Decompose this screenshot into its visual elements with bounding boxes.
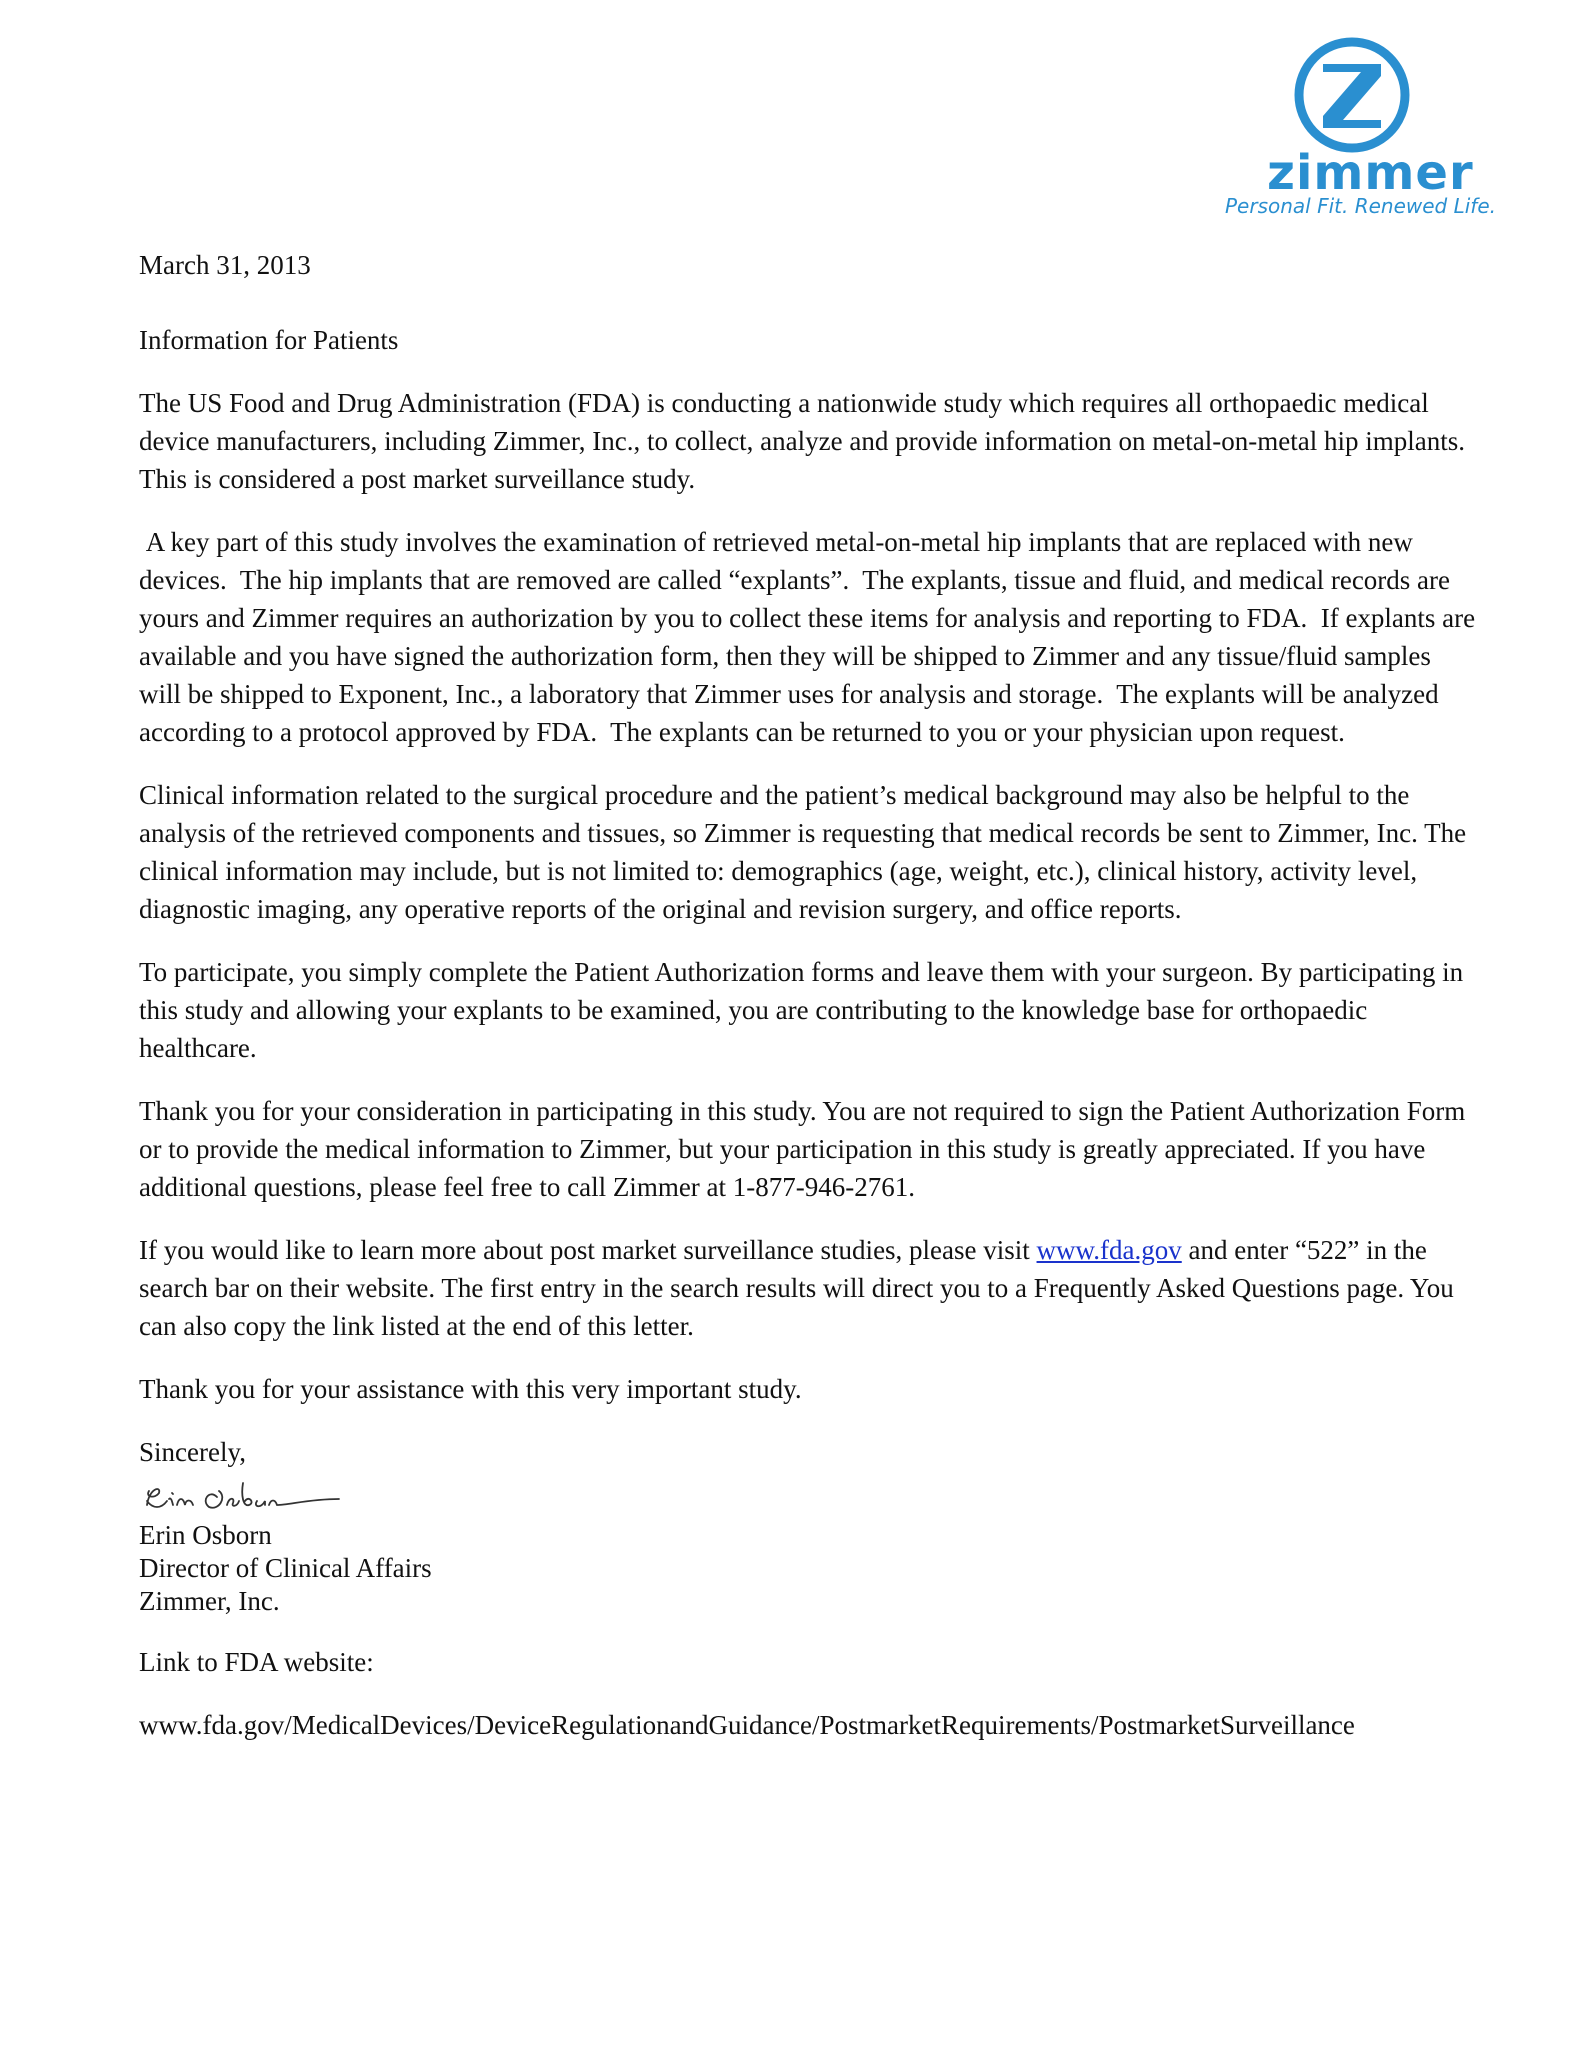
paragraph-participation: To participate, you simply complete the Patient Authorization forms and leave them with your surgeon. By participating in this study and allowing your explants to be examined, you are contributing to the knowledge base for orthopaedic healthcare. bbox=[139, 957, 1464, 1063]
zimmer-z-logo-icon bbox=[1293, 36, 1411, 154]
paragraph-thank-you: Thank you for your consideration in participating in this study. You are not required to sign the Patient Authorization Form or to provide the medical information to Zimmer, but your participation in this study is greatly appreciated. If you have additional questions, please feel free to call Zimmer at 1-877-946-2761. bbox=[139, 1096, 1466, 1202]
logo-tagline: Personal Fit. Renewed Life. bbox=[1225, 194, 1497, 218]
handwritten-signature bbox=[139, 1475, 349, 1519]
letter-body bbox=[139, 246, 1482, 1744]
letter-subject: Information for Patients bbox=[139, 325, 399, 355]
paragraph-assistance: Thank you for your assistance with this very important study. bbox=[139, 1374, 802, 1404]
paragraph-clinical-info: Clinical information related to the surgical procedure and the patient’s medical background may also be helpful to the analysis of the retrieved components and tissues, so Zimmer is requesting that medical records be sent to Zimmer, Inc. The clinical information may include, but is not limited to: demographics (age, weight, etc.), clinical history, activity level, diagnostic imaging, any operative reports of the original and revision surgery, and office reports. bbox=[139, 780, 1467, 924]
paragraph-fda-study: The US Food and Drug Administration (FDA) is conducting a nationwide study which requires all orthopaedic medical device manufacturers, including Zimmer, Inc., to collect, analyze and provide information on metal-on-metal hip implants. This is considered a post market surveillance study. bbox=[139, 388, 1465, 494]
signer-name: Erin Osborn bbox=[139, 1520, 272, 1550]
fda-website-link[interactable]: www.fda.gov bbox=[1036, 1235, 1182, 1265]
logo-wordmark: zimmer bbox=[1267, 145, 1474, 201]
fda-link-label: Link to FDA website: bbox=[139, 1647, 374, 1677]
learn-more-text-before: If you would like to learn more about post market surveillance studies, please visit bbox=[139, 1235, 1037, 1265]
letter-date: March 31, 2013 bbox=[139, 250, 311, 280]
paragraph-learn-more bbox=[139, 1231, 1479, 1345]
letter-closing: Sincerely, bbox=[139, 1437, 246, 1467]
signer-title: Director of Clinical Affairs bbox=[139, 1553, 432, 1583]
paragraph-explants: A key part of this study involves the examination of retrieved metal-on-metal hip implants that are replaced with new devices. The hip implants that are removed are called “explants”. The explants, tissue and fluid, and medical records are yours and Zimmer requires an authorization by you to collect these items for analysis and reporting to FDA. If explants are available and you have signed the authorization form, then they will be shipped to Zimmer and any tissue/fluid samples will be shipped to Exponent, Inc., a laboratory that Zimmer uses for analysis and storage. The explants will be analyzed according to a protocol approved by FDA. The explants can be returned to you or your physician upon request. bbox=[139, 527, 1482, 747]
signature-block bbox=[139, 1519, 1479, 1618]
learn-more-text-after: and enter “522” in the search bar on their website. The first entry in the search results will direct you to a Frequently Asked Questions page. You can also copy the link listed at the end of this letter. bbox=[139, 1235, 1454, 1341]
zimmer-logo bbox=[1225, 36, 1495, 226]
fda-link-url: www.fda.gov/MedicalDevices/DeviceRegulationandGuidance/PostmarketRequirements/PostmarketSurveillance bbox=[139, 1710, 1355, 1740]
signer-company: Zimmer, Inc. bbox=[139, 1586, 280, 1616]
